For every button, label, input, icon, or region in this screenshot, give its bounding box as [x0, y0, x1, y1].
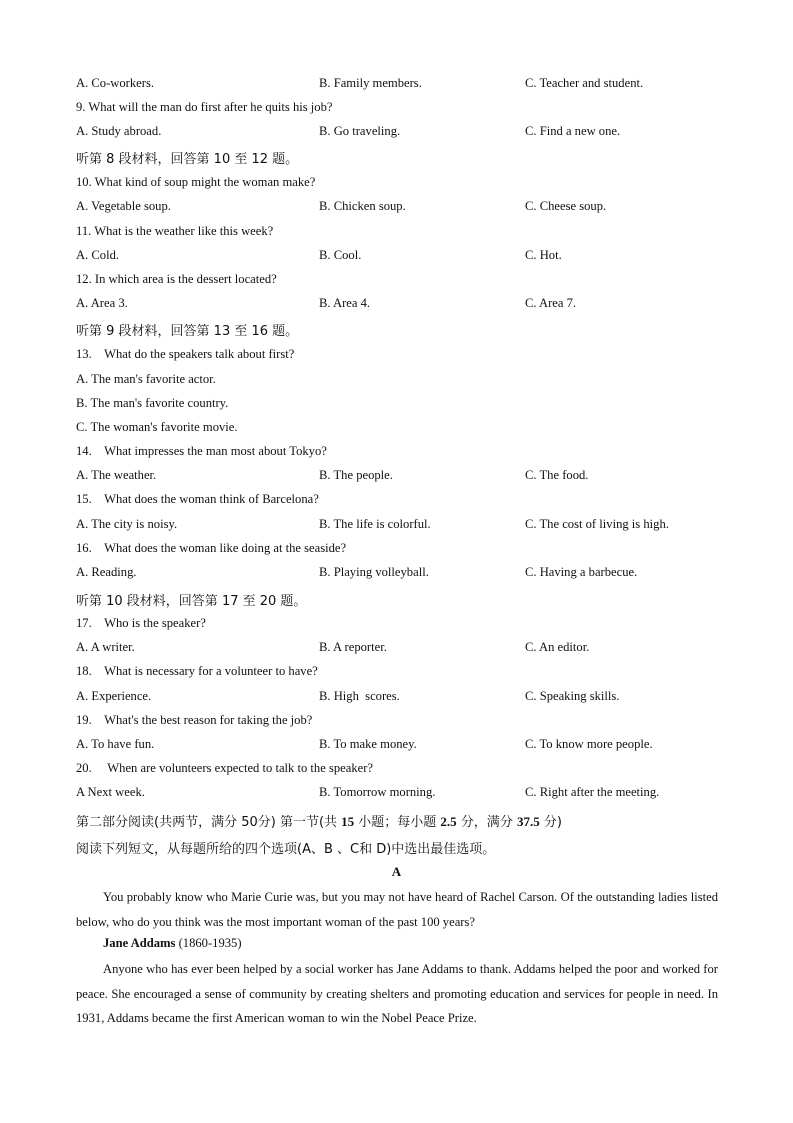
q15-option-c: C. The cost of living is high. — [525, 517, 669, 531]
q19-option-a: A. To have fun. — [76, 737, 155, 751]
q13-option-b: B. The man's favorite country. — [76, 396, 229, 410]
q16-option-a: A. Reading. — [76, 565, 137, 579]
q20-option-b: B. Tomorrow morning. — [319, 785, 436, 799]
q19-option-c: C. To know more people. — [525, 737, 653, 751]
q12-stem: 12. In which area is the dessert located? — [76, 272, 277, 286]
q11-stem: 11. What is the weather like this week? — [76, 224, 274, 238]
q10-option-b: B. Chicken soup. — [319, 199, 406, 213]
q15-option-a: A. The city is noisy. — [76, 517, 178, 531]
q18-option-a: A. Experience. — [76, 689, 152, 703]
part-2-text-a: 第二部分阅读(共两节，满分 50分) 第一节(共 — [76, 815, 342, 830]
q12-option-c: C. Area 7. — [525, 296, 577, 310]
q9-stem: 9. What will the man do first after he quits his job? — [76, 100, 333, 114]
person-name: Jane Addams — [103, 936, 176, 950]
q9-option-c: C. Find a new one. — [525, 124, 621, 138]
q12-option-a: A. Area 3. — [76, 296, 128, 310]
q18-option-c: C. Speaking skills. — [525, 689, 620, 703]
part-2-text-c: 小题；每小题 — [354, 815, 441, 830]
q20-option-a: A Next week. — [76, 785, 145, 799]
q16-option-b: B. Playing volleyball. — [319, 565, 429, 579]
person-years: (1860-1935) — [175, 936, 242, 950]
section-10-heading: 听第 10 段材料，回答第 17 至 20 题。 — [76, 594, 307, 609]
q9-option-a: A. Study abroad. — [76, 124, 162, 138]
q16-option-c: C. Having a barbecue. — [525, 565, 638, 579]
q13-stem: 13. What do the speakers talk about first? — [76, 347, 295, 361]
q13-option-a: A. The man's favorite actor. — [76, 372, 216, 386]
q11-option-a: A. Cold. — [76, 248, 120, 262]
part-2-per-question: 2.5 — [440, 814, 457, 829]
q9-option-b: B. Go traveling. — [319, 124, 401, 138]
q17-option-b: B. A reporter. — [319, 640, 387, 654]
q8-option-a: A. Co-workers. — [76, 76, 154, 90]
q14-option-a: A. The weather. — [76, 468, 157, 482]
q18-option-b: B. High scores. — [319, 689, 400, 703]
q11-option-b: B. Cool. — [319, 248, 362, 262]
q14-option-c: C. The food. — [525, 468, 589, 482]
q8-option-b: B. Family members. — [319, 76, 422, 90]
part-2-total: 37.5 — [516, 814, 540, 829]
q15-stem: 15. What does the woman think of Barcelona? — [76, 492, 319, 506]
q20-option-c: C. Right after the meeting. — [525, 785, 660, 799]
q17-option-c: C. An editor. — [525, 640, 590, 654]
q8-option-c: C. Teacher and student. — [525, 76, 644, 90]
q15-option-b: B. The life is colorful. — [319, 517, 431, 531]
part-2-text-g: 分) — [539, 815, 562, 830]
section-8-heading: 听第 8 段材料，回答第 10 至 12 题。 — [76, 152, 299, 167]
q17-option-a: A. A writer. — [76, 640, 135, 654]
q10-stem: 10. What kind of soup might the woman make? — [76, 175, 316, 189]
section-9-heading: 听第 9 段材料，回答第 13 至 16 题。 — [76, 324, 299, 339]
q16-stem: 16. What does the woman like doing at the seaside? — [76, 541, 347, 555]
person-paragraph: Anyone who has ever been helped by a social worker has Jane Addams to thank. Addams helped the poor and worked for peace. She encouraged a sense of community by creating shelters and promoting education and services for people in need. In 1931, Addams became the first American woman to win the Nobel Peace Prize. — [76, 962, 718, 1025]
q20-stem: 20. When are volunteers expected to talk to the speaker? — [76, 761, 374, 775]
reading-instruction: 阅读下列短文，从每题所给的四个选项(A、B 、C和 D)中选出最佳选项。 — [76, 842, 496, 857]
part-2-heading — [76, 811, 562, 830]
q19-option-b: B. To make money. — [319, 737, 417, 751]
q14-stem: 14. What impresses the man most about Tokyo? — [76, 444, 327, 458]
passage-intro: You probably know who Marie Curie was, but you may not have heard of Rachel Carson. Of the outstanding ladies listed below, who do you think was the most important woman of the past 100 years? — [76, 890, 718, 929]
q17-stem: 17. Who is the speaker? — [76, 616, 206, 630]
q19-stem: 19. What's the best reason for taking the job? — [76, 713, 313, 727]
part-2-text-e: 分，满分 — [456, 815, 517, 830]
q13-option-c: C. The woman's favorite movie. — [76, 420, 238, 434]
q10-option-c: C. Cheese soup. — [525, 199, 607, 213]
q12-option-b: B. Area 4. — [319, 296, 371, 310]
part-2-count: 15 — [341, 814, 355, 829]
person-heading — [103, 936, 242, 951]
q18-stem: 18. What is necessary for a volunteer to have? — [76, 664, 318, 678]
q11-option-c: C. Hot. — [525, 248, 562, 262]
q10-option-a: A. Vegetable soup. — [76, 199, 171, 213]
q14-option-b: B. The people. — [319, 468, 393, 482]
passage-letter: A — [391, 864, 402, 879]
